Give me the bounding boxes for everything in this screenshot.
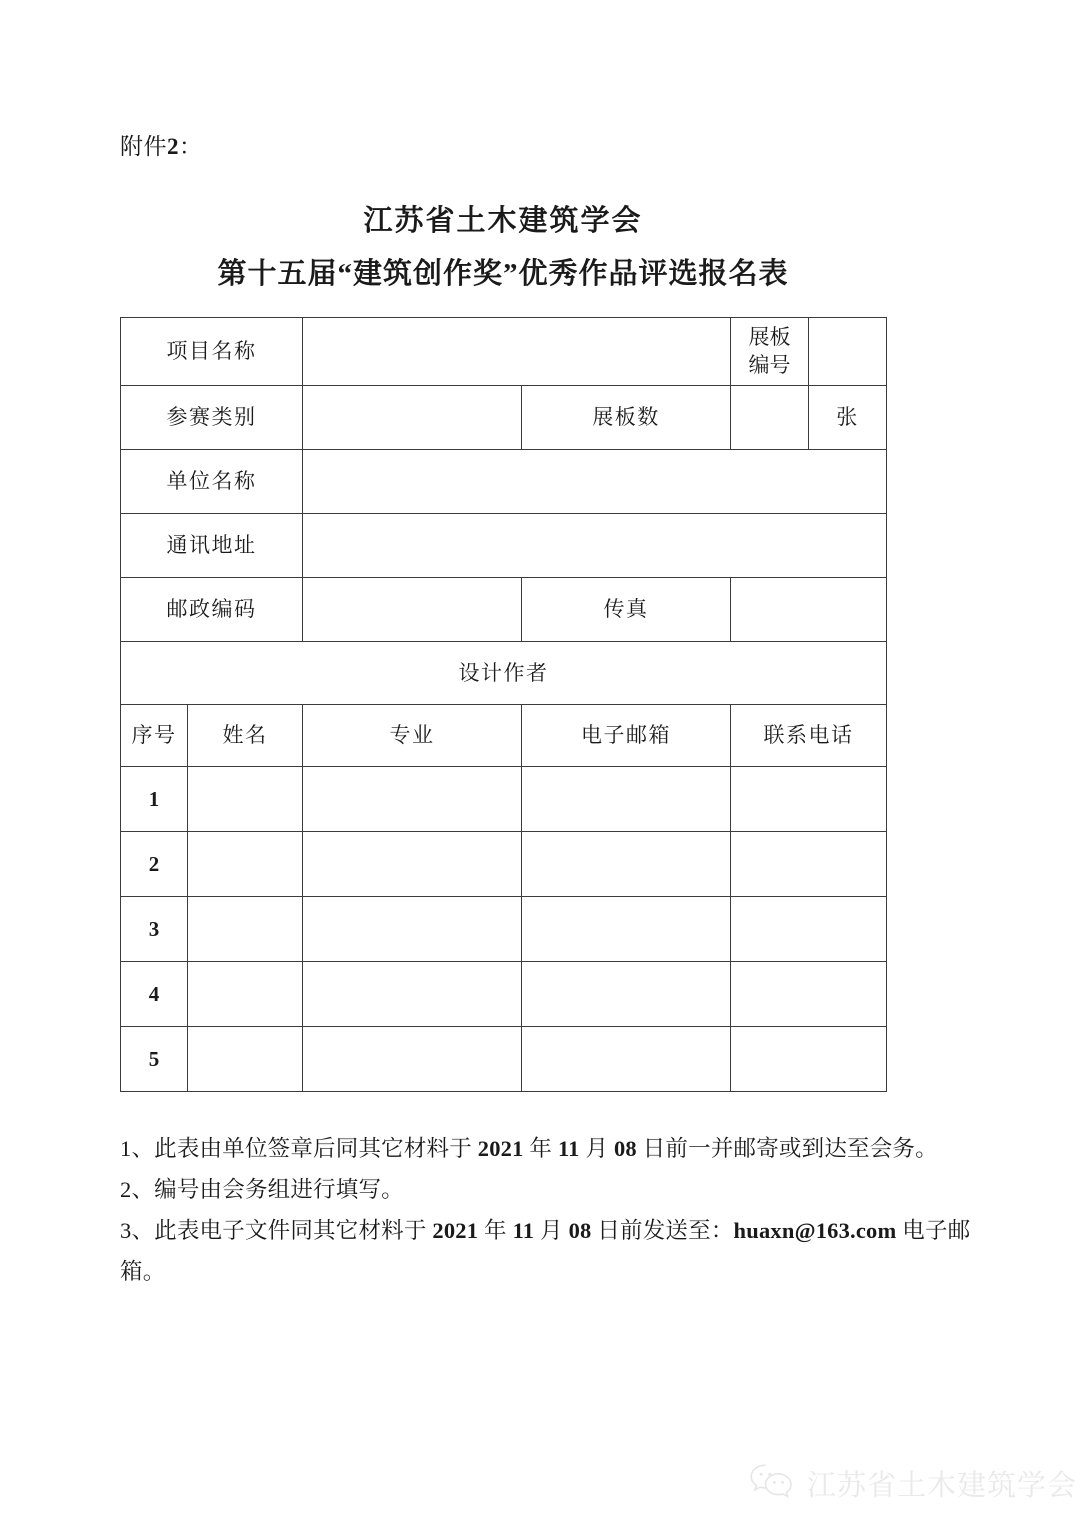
table-row [121, 897, 887, 962]
note-2: 2、编号由会务组进行填写。 [120, 1177, 404, 1202]
table-row [121, 962, 887, 1027]
registration-form-table [120, 317, 887, 1092]
table-row [121, 318, 887, 386]
authors-section-title: 设计作者 [121, 642, 887, 705]
author-major-value[interactable] [303, 897, 522, 962]
postcode-label: 邮政编码 [121, 578, 303, 642]
board-count-value[interactable] [731, 386, 809, 450]
unit-name-value[interactable] [303, 450, 887, 514]
attachment-label [120, 128, 203, 161]
table-row [121, 832, 887, 897]
author-name-value[interactable] [188, 832, 303, 897]
notes-block [120, 1128, 990, 1292]
column-header-email: 电子邮箱 [522, 705, 731, 767]
board-count-label: 展板数 [522, 386, 731, 450]
table-header-row [121, 705, 887, 767]
table-row [121, 767, 887, 832]
form-title: 第十五届“建筑创作奖”优秀作品评选报名表 [217, 258, 789, 290]
note-3-text-d: 日前发送至： [591, 1218, 734, 1243]
author-email-value[interactable] [522, 962, 731, 1027]
note-1-text-b: 年 [523, 1136, 558, 1161]
fax-label: 传真 [522, 578, 731, 642]
note-3-text-c: 月 [534, 1218, 569, 1243]
footer-watermark [748, 1462, 1077, 1505]
note-1 [120, 1128, 990, 1169]
note-3 [120, 1210, 990, 1292]
author-major-value[interactable] [303, 962, 522, 1027]
author-index: 2 [121, 832, 188, 897]
category-label: 参赛类别 [121, 386, 303, 450]
note-1-text-d: 日前一并邮寄或到达至会务。 [636, 1136, 938, 1161]
author-index: 3 [121, 897, 188, 962]
note-3-text-e: 电子邮箱。 [120, 1218, 971, 1284]
author-name-value[interactable] [188, 897, 303, 962]
watermark-text: 江苏省土木建筑学会 [807, 1470, 1078, 1502]
title-block [120, 198, 886, 300]
address-value[interactable] [303, 514, 887, 578]
table-row [121, 1027, 887, 1092]
note-3-day: 08 [568, 1218, 592, 1243]
author-index: 4 [121, 962, 188, 1027]
note-3-email: huaxn@163.com [733, 1218, 897, 1243]
fax-value[interactable] [731, 578, 887, 642]
note-1-text-c: 月 [579, 1136, 614, 1161]
author-major-value[interactable] [303, 1027, 522, 1092]
note-1-month: 11 [557, 1136, 580, 1161]
postcode-value[interactable] [303, 578, 522, 642]
author-email-value[interactable] [522, 767, 731, 832]
column-header-major: 专业 [303, 705, 522, 767]
organization-title: 江苏省土木建筑学会 [363, 205, 643, 237]
board-number-label-line1: 展板 [748, 325, 791, 350]
author-name-value[interactable] [188, 1027, 303, 1092]
board-number-label [731, 318, 809, 386]
author-index: 5 [121, 1027, 188, 1092]
author-email-value[interactable] [522, 832, 731, 897]
author-phone-value[interactable] [731, 897, 887, 962]
board-number-label-line2: 编号 [748, 352, 791, 377]
attachment-colon: ： [179, 134, 203, 159]
table-row [121, 578, 887, 642]
attachment-number: 2 [167, 134, 179, 159]
board-count-unit: 张 [809, 386, 887, 450]
author-name-value[interactable] [188, 767, 303, 832]
note-3-month: 11 [512, 1218, 535, 1243]
wechat-icon [748, 1462, 798, 1505]
author-index: 1 [121, 767, 188, 832]
note-1-text-a: 1、此表由单位签章后同其它材料于 [120, 1136, 478, 1161]
column-header-phone: 联系电话 [731, 705, 887, 767]
table-row [121, 450, 887, 514]
note-3-text-a: 3、此表电子文件同其它材料于 [120, 1218, 433, 1243]
author-email-value[interactable] [522, 897, 731, 962]
author-email-value[interactable] [522, 1027, 731, 1092]
project-name-value[interactable] [303, 318, 731, 386]
author-major-value[interactable] [303, 767, 522, 832]
attachment-prefix: 附件 [120, 134, 167, 159]
table-row [121, 642, 887, 705]
author-phone-value[interactable] [731, 962, 887, 1027]
author-phone-value[interactable] [731, 1027, 887, 1092]
note-3-year: 2021 [432, 1218, 479, 1243]
author-major-value[interactable] [303, 832, 522, 897]
author-name-value[interactable] [188, 962, 303, 1027]
note-3-text-b: 年 [478, 1218, 513, 1243]
board-number-value[interactable] [809, 318, 887, 386]
category-value[interactable] [303, 386, 522, 450]
column-header-index: 序号 [121, 705, 188, 767]
table-row [121, 514, 887, 578]
table-row [121, 386, 887, 450]
unit-name-label: 单位名称 [121, 450, 303, 514]
project-name-label: 项目名称 [121, 318, 303, 386]
address-label: 通讯地址 [121, 514, 303, 578]
note-1-day: 08 [613, 1136, 637, 1161]
note-1-year: 2021 [477, 1136, 524, 1161]
column-header-name: 姓名 [188, 705, 303, 767]
author-phone-value[interactable] [731, 832, 887, 897]
author-phone-value[interactable] [731, 767, 887, 832]
